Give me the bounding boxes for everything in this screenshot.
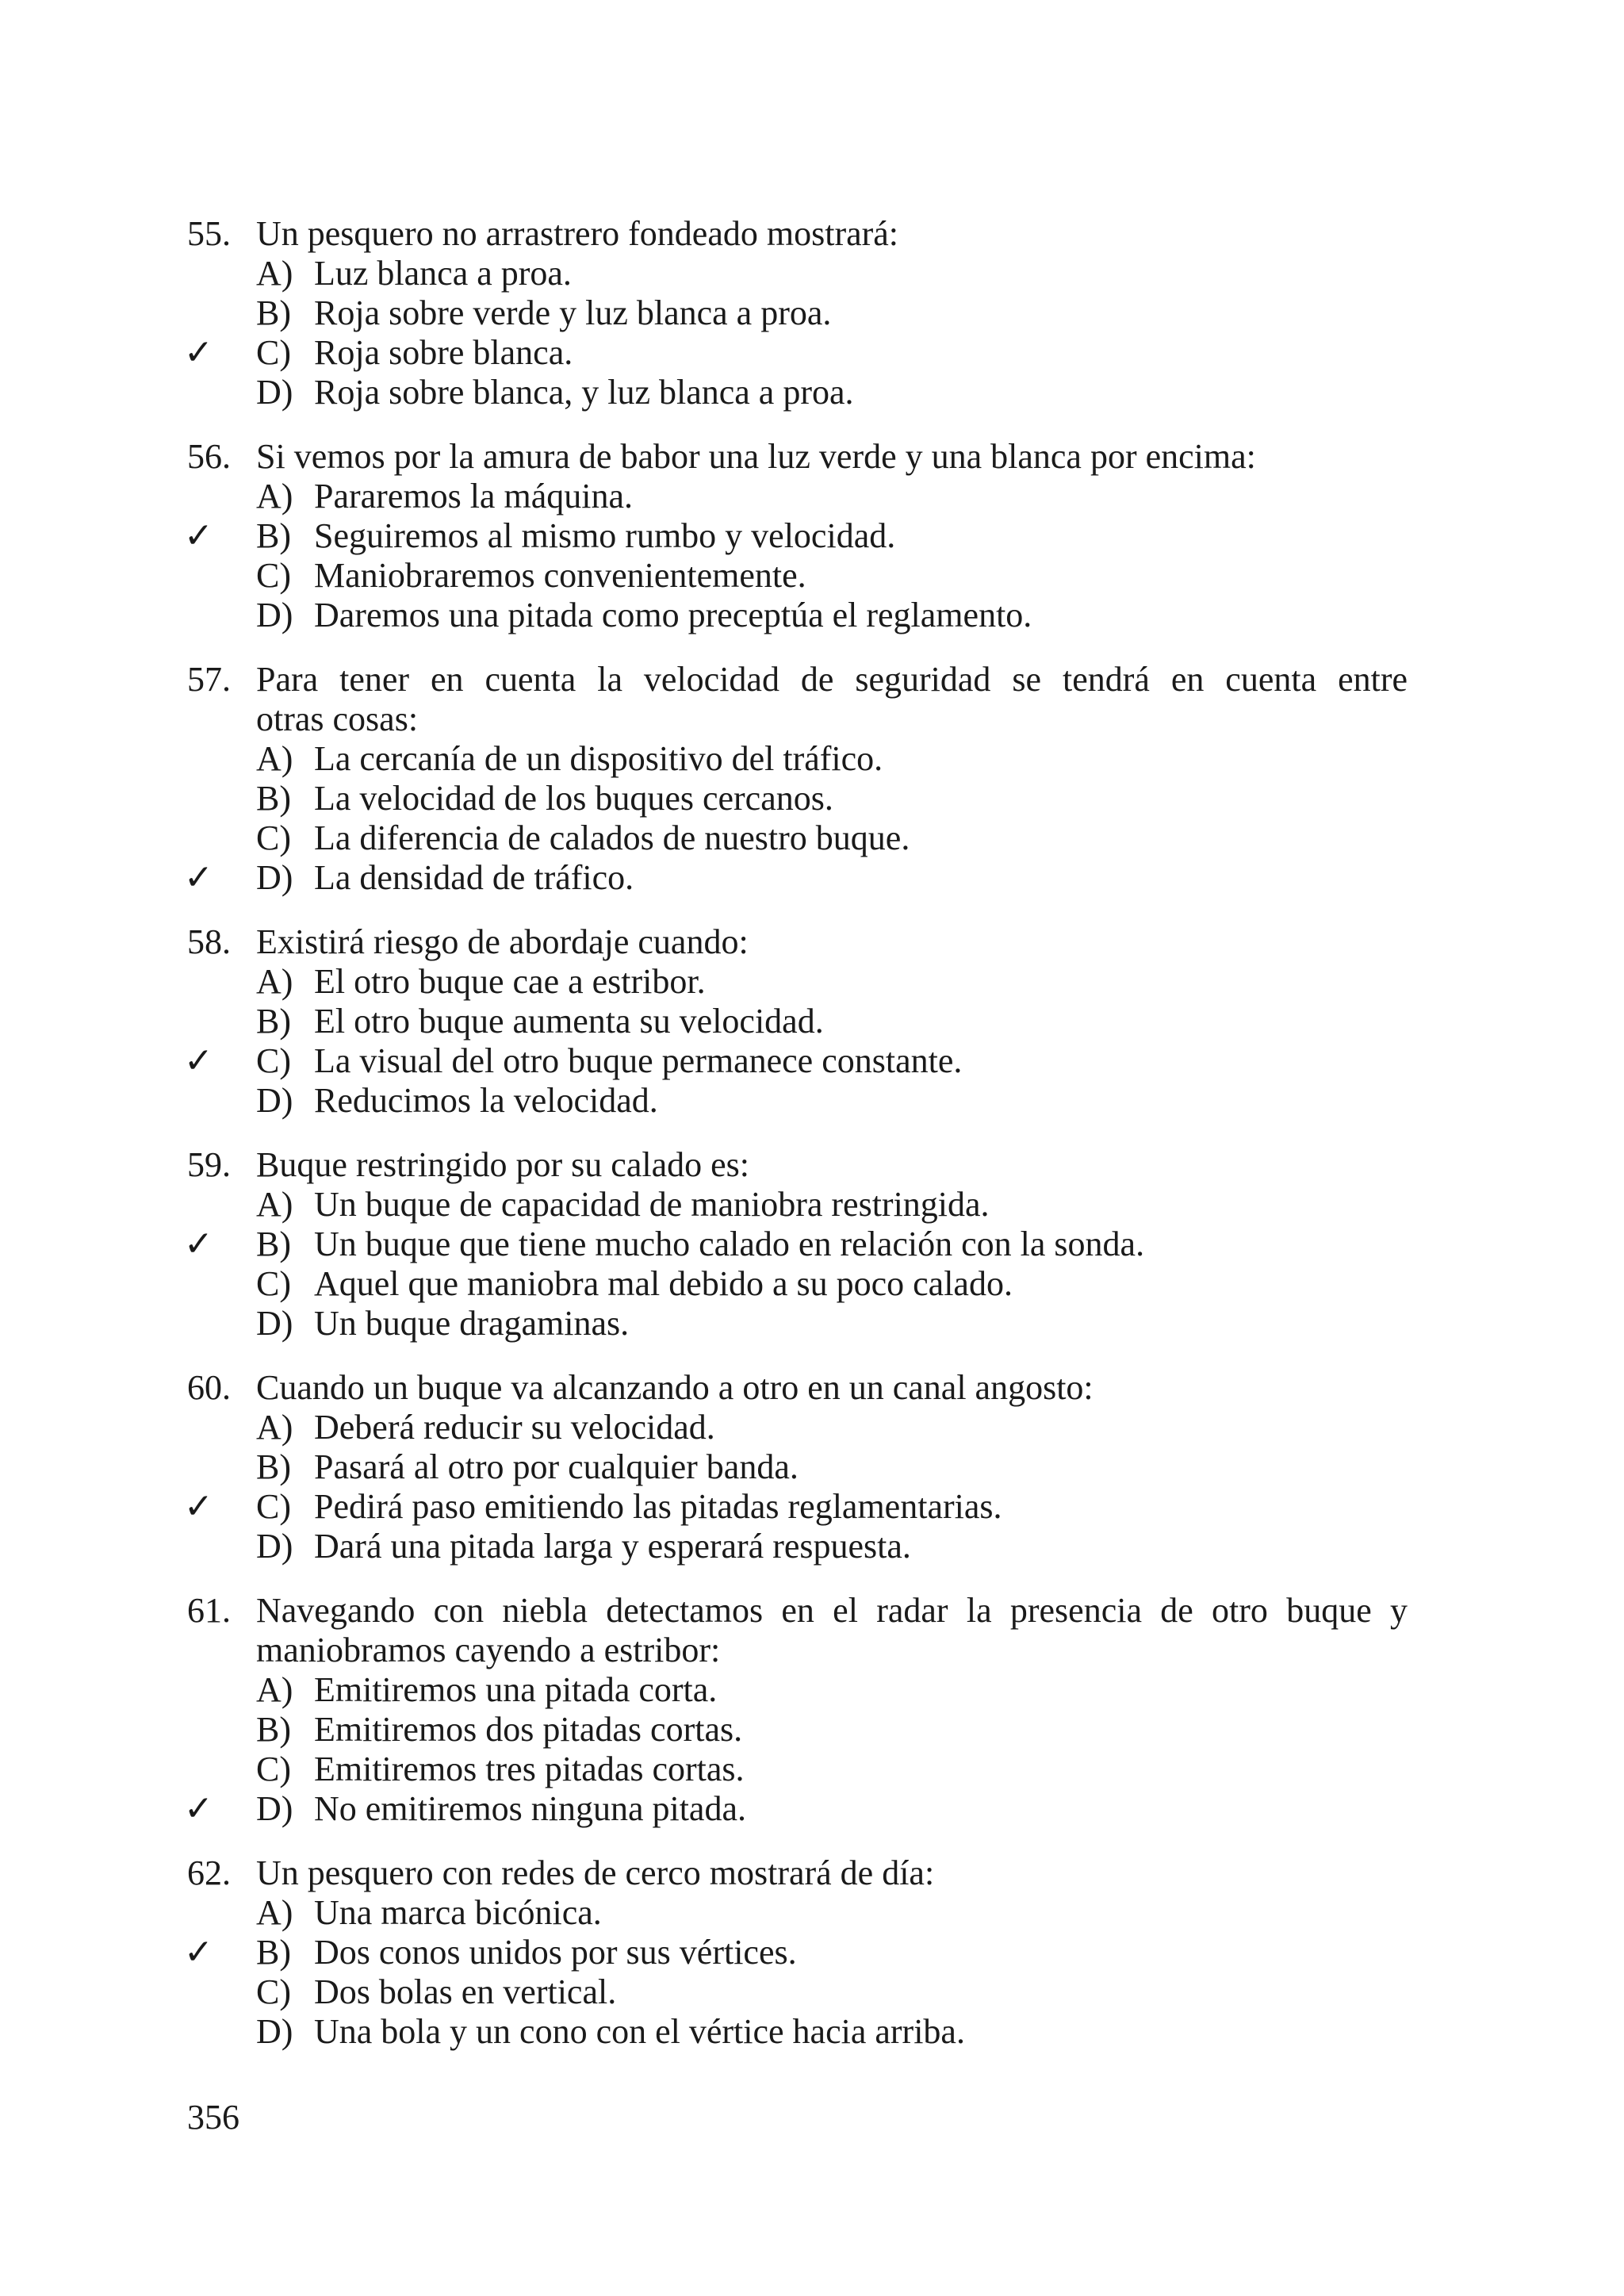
question-line <box>0 214 1624 254</box>
question-item <box>0 922 1624 1121</box>
answer-option <box>0 1750 1624 1789</box>
option-letter: C) <box>256 1750 291 1788</box>
option-text: El otro buque cae a estribor. <box>314 962 706 1001</box>
question-line <box>0 660 1624 700</box>
question-number: 60. <box>187 1368 231 1407</box>
answer-option <box>0 962 1624 1002</box>
answer-option <box>0 858 1624 898</box>
answer-option <box>0 1710 1624 1750</box>
question-text: Buque restringido por su calado es: <box>256 1145 749 1184</box>
option-text: Un buque dragaminas. <box>314 1304 630 1343</box>
option-letter: B) <box>256 779 291 818</box>
option-letter: D) <box>256 1789 293 1828</box>
option-letter: C) <box>256 1972 291 2011</box>
option-text: Aquel que maniobra mal debido a su poco calado. <box>314 1264 1013 1303</box>
option-text: El otro buque aumenta su velocidad. <box>314 1002 824 1041</box>
checkmark-icon: ✓ <box>184 857 213 898</box>
option-letter: C) <box>256 333 291 372</box>
option-letter: D) <box>256 1081 293 1120</box>
option-text: Dos conos unidos por sus vértices. <box>314 1933 797 1972</box>
checkmark-icon: ✓ <box>184 1788 213 1829</box>
option-text: Emitiremos dos pitadas cortas. <box>314 1710 743 1749</box>
answer-option <box>0 293 1624 333</box>
option-text: Luz blanca a proa. <box>314 254 572 293</box>
option-letter: D) <box>256 858 293 897</box>
answer-option <box>0 516 1624 556</box>
option-text: Maniobraremos convenientemente. <box>314 556 806 595</box>
question-line <box>0 922 1624 962</box>
answer-option <box>0 477 1624 516</box>
answer-option <box>0 1972 1624 2012</box>
option-letter: A) <box>256 254 293 293</box>
checkmark-icon: ✓ <box>184 1224 213 1264</box>
answer-option <box>0 1933 1624 1972</box>
option-letter: A) <box>256 1185 293 1224</box>
answer-option <box>0 333 1624 373</box>
answer-option <box>0 1670 1624 1710</box>
question-line <box>0 1591 1624 1631</box>
option-letter: B) <box>256 516 291 555</box>
answer-option <box>0 1185 1624 1225</box>
checkmark-icon: ✓ <box>184 1041 213 1081</box>
question-text: Navegando con niebla detectamos en el radar la presencia de otro buque y <box>256 1591 1408 1630</box>
option-text: Pararemos la máquina. <box>314 477 633 516</box>
question-item <box>0 1368 1624 1566</box>
option-letter: D) <box>256 1304 293 1343</box>
option-letter: D) <box>256 2012 293 2051</box>
option-text: Daremos una pitada como preceptúa el reglamento. <box>314 596 1032 634</box>
option-text: Emitiremos una pitada corta. <box>314 1670 718 1709</box>
question-line <box>0 437 1624 477</box>
answer-option <box>0 1002 1624 1041</box>
option-text: Un buque que tiene mucho calado en relación con la sonda. <box>314 1225 1145 1263</box>
answer-option <box>0 1304 1624 1343</box>
question-item <box>0 1853 1624 2052</box>
question-item <box>0 660 1624 898</box>
option-text: Pedirá paso emitiendo las pitadas reglamentarias. <box>314 1487 1002 1526</box>
option-text: Seguiremos al mismo rumbo y velocidad. <box>314 516 896 555</box>
answer-option <box>0 1789 1624 1829</box>
option-letter: B) <box>256 1447 291 1486</box>
question-text: Existirá riesgo de abordaje cuando: <box>256 922 749 961</box>
option-text: La cercanía de un dispositivo del tráfico. <box>314 739 883 778</box>
question-number: 59. <box>187 1145 231 1184</box>
option-text: Una marca bicónica. <box>314 1893 602 1932</box>
option-text: Roja sobre blanca. <box>314 333 573 372</box>
option-letter: A) <box>256 739 293 778</box>
answer-option <box>0 1447 1624 1487</box>
option-letter: B) <box>256 1002 291 1041</box>
question-text: Un pesquero con redes de cerco mostrará de día: <box>256 1853 935 1892</box>
question-text: Cuando un buque va alcanzando a otro en un canal angosto: <box>256 1368 1094 1407</box>
option-text: Roja sobre verde y luz blanca a proa. <box>314 293 832 332</box>
option-letter: B) <box>256 1710 291 1749</box>
question-text: Para tener en cuenta la velocidad de seguridad se tendrá en cuenta entre <box>256 660 1408 699</box>
option-text: La densidad de tráfico. <box>314 858 634 897</box>
option-text: No emitiremos ninguna pitada. <box>314 1789 746 1828</box>
option-letter: A) <box>256 1893 293 1932</box>
option-text: Reducimos la velocidad. <box>314 1081 658 1120</box>
option-text: Pasará al otro por cualquier banda. <box>314 1447 799 1486</box>
answer-option <box>0 373 1624 412</box>
answer-option <box>0 1225 1624 1264</box>
answer-option <box>0 1893 1624 1933</box>
question-text: maniobramos cayendo a estribor: <box>256 1631 721 1669</box>
option-letter: A) <box>256 1670 293 1709</box>
question-number: 61. <box>187 1591 231 1630</box>
page-number: 356 <box>187 2098 239 2137</box>
question-line <box>0 1145 1624 1185</box>
question-line <box>0 1853 1624 1893</box>
option-letter: C) <box>256 1041 291 1080</box>
option-text: Un buque de capacidad de maniobra restringida. <box>314 1185 990 1224</box>
question-text: otras cosas: <box>256 700 419 738</box>
question-item <box>0 1145 1624 1343</box>
answer-option <box>0 739 1624 779</box>
option-letter: A) <box>256 477 293 516</box>
option-letter: A) <box>256 962 293 1001</box>
option-text: La velocidad de los buques cercanos. <box>314 779 833 818</box>
question-text: Si vemos por la amura de babor una luz verde y una blanca por encima: <box>256 437 1256 476</box>
option-text: Dará una pitada larga y esperará respuesta. <box>314 1527 911 1566</box>
option-text: La visual del otro buque permanece constante. <box>314 1041 963 1080</box>
question-line <box>0 1631 1624 1670</box>
option-letter: B) <box>256 1225 291 1263</box>
option-letter: A) <box>256 1408 293 1447</box>
option-letter: D) <box>256 373 293 412</box>
question-number: 58. <box>187 922 231 961</box>
checkmark-icon: ✓ <box>184 332 213 373</box>
option-text: Dos bolas en vertical. <box>314 1972 617 2011</box>
answer-option <box>0 818 1624 858</box>
option-letter: C) <box>256 1487 291 1526</box>
answer-option <box>0 1527 1624 1566</box>
question-item <box>0 1591 1624 1829</box>
option-text: La diferencia de calados de nuestro buque. <box>314 818 910 857</box>
question-item <box>0 437 1624 635</box>
question-line <box>0 1368 1624 1408</box>
question-text: Un pesquero no arrastrero fondeado mostrará: <box>256 214 899 253</box>
answer-option <box>0 596 1624 635</box>
answer-option <box>0 1081 1624 1121</box>
answer-option <box>0 1041 1624 1081</box>
option-letter: B) <box>256 1933 291 1972</box>
answer-option <box>0 779 1624 818</box>
question-line <box>0 700 1624 739</box>
checkmark-icon: ✓ <box>184 1486 213 1527</box>
question-item <box>0 214 1624 412</box>
question-number: 56. <box>187 437 231 476</box>
option-letter: B) <box>256 293 291 332</box>
option-letter: C) <box>256 1264 291 1303</box>
question-list <box>0 214 1624 2076</box>
option-text: Emitiremos tres pitadas cortas. <box>314 1750 745 1788</box>
option-letter: D) <box>256 596 293 634</box>
answer-option <box>0 1408 1624 1447</box>
answer-option <box>0 254 1624 293</box>
question-number: 62. <box>187 1853 231 1892</box>
checkmark-icon: ✓ <box>184 516 213 556</box>
checkmark-icon: ✓ <box>184 1932 213 1972</box>
option-text: Una bola y un cono con el vértice hacia arriba. <box>314 2012 965 2051</box>
question-number: 55. <box>187 214 231 253</box>
answer-option <box>0 1264 1624 1304</box>
option-letter: D) <box>256 1527 293 1566</box>
option-letter: C) <box>256 818 291 857</box>
answer-option <box>0 556 1624 596</box>
question-number: 57. <box>187 660 231 699</box>
answer-option <box>0 1487 1624 1527</box>
option-text: Deberá reducir su velocidad. <box>314 1408 715 1447</box>
option-text: Roja sobre blanca, y luz blanca a proa. <box>314 373 854 412</box>
answer-option <box>0 2012 1624 2052</box>
option-letter: C) <box>256 556 291 595</box>
